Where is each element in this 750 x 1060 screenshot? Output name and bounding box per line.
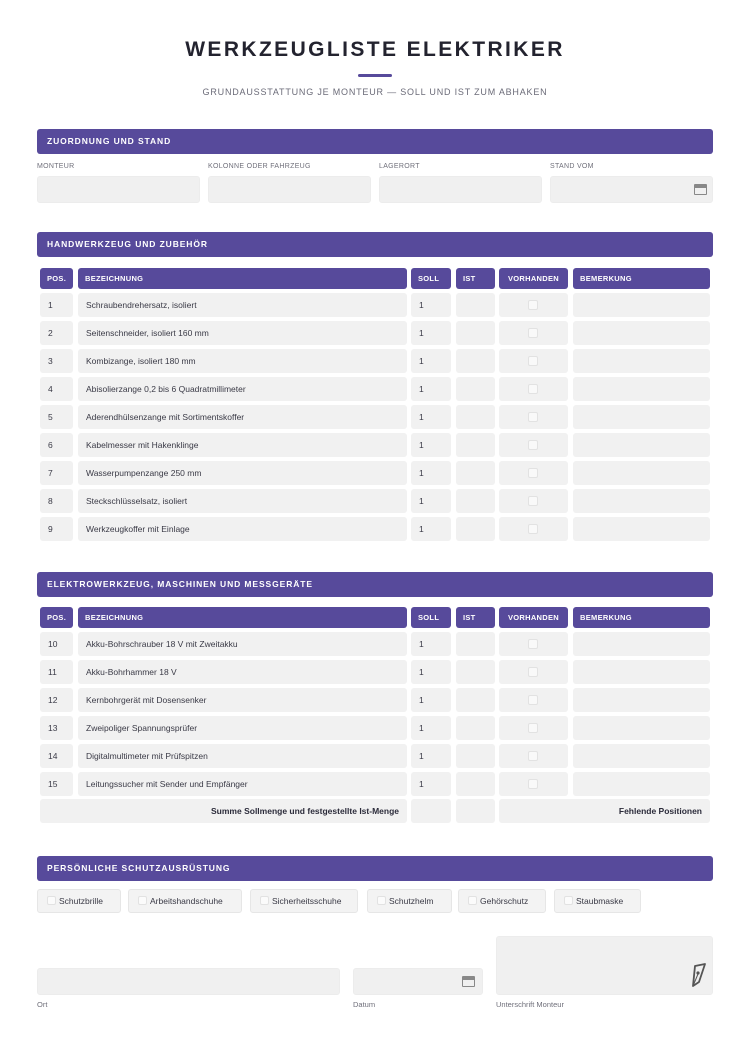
column-header-soll: SOLL <box>411 607 451 628</box>
lagerort-field[interactable] <box>379 176 542 203</box>
ppe-item[interactable] <box>250 889 358 913</box>
column-header-ist: IST <box>456 268 495 289</box>
stand-vom-label: STAND VOM <box>550 163 594 170</box>
cell-vorhanden <box>499 349 568 373</box>
cell-ist[interactable] <box>456 405 495 429</box>
vorhanden-checkbox[interactable] <box>528 468 538 478</box>
cell-vorhanden <box>499 688 568 712</box>
cell-soll: 1 <box>411 688 451 712</box>
cell-ist[interactable] <box>456 433 495 457</box>
cell-pos: 8 <box>40 489 73 513</box>
cell-name: Kabelmesser mit Hakenklinge <box>78 433 407 457</box>
cell-vorhanden <box>499 772 568 796</box>
cell-ist[interactable] <box>456 349 495 373</box>
column-header-pos: POS. <box>40 268 73 289</box>
cell-bemerkung[interactable] <box>573 293 710 317</box>
vorhanden-checkbox[interactable] <box>528 723 538 733</box>
cell-ist[interactable] <box>456 461 495 485</box>
cell-name: Schraubendrehersatz, isoliert <box>78 293 407 317</box>
cell-vorhanden <box>499 405 568 429</box>
cell-vorhanden <box>499 632 568 656</box>
ppe-item-label: Schutzbrille <box>59 896 103 906</box>
cell-bemerkung[interactable] <box>573 688 710 712</box>
ppe-item-label: Staubmaske <box>576 896 624 906</box>
cell-soll: 1 <box>411 349 451 373</box>
cell-vorhanden <box>499 489 568 513</box>
signature-field[interactable] <box>496 936 713 995</box>
ppe-item[interactable] <box>458 889 546 913</box>
cell-ist[interactable] <box>456 772 495 796</box>
cell-name: Aderendhülsenzange mit Sortimentskoffer <box>78 405 407 429</box>
vorhanden-checkbox[interactable] <box>528 695 538 705</box>
vorhanden-checkbox[interactable] <box>528 384 538 394</box>
cell-name: Wasserpumpenzange 250 mm <box>78 461 407 485</box>
ppe-item[interactable] <box>367 889 452 913</box>
cell-soll: 1 <box>411 517 451 541</box>
cell-bemerkung[interactable] <box>573 489 710 513</box>
cell-vorhanden <box>499 321 568 345</box>
cell-bemerkung[interactable] <box>573 660 710 684</box>
cell-vorhanden <box>499 744 568 768</box>
kolonne-field[interactable] <box>208 176 371 203</box>
page-title: WERKZEUGLISTE ELEKTRIKER <box>185 38 565 61</box>
cell-ist[interactable] <box>456 489 495 513</box>
cell-pos: 15 <box>40 772 73 796</box>
cell-ist[interactable] <box>456 377 495 401</box>
cell-soll: 1 <box>411 377 451 401</box>
ppe-checkbox[interactable] <box>564 896 573 905</box>
vorhanden-checkbox[interactable] <box>528 440 538 450</box>
vorhanden-checkbox[interactable] <box>528 328 538 338</box>
cell-bemerkung[interactable] <box>573 349 710 373</box>
cell-pos: 6 <box>40 433 73 457</box>
cell-ist[interactable] <box>456 517 495 541</box>
cell-vorhanden <box>499 433 568 457</box>
cell-soll: 1 <box>411 321 451 345</box>
cell-bemerkung[interactable] <box>573 377 710 401</box>
column-header-vorhanden: VORHANDEN <box>499 268 568 289</box>
ppe-checkbox[interactable] <box>260 896 269 905</box>
column-header-pos: POS. <box>40 607 73 628</box>
kolonne-label: KOLONNE ODER FAHRZEUG <box>208 163 311 170</box>
cell-soll: 1 <box>411 744 451 768</box>
cell-pos: 11 <box>40 660 73 684</box>
cell-pos: 4 <box>40 377 73 401</box>
cell-soll: 1 <box>411 405 451 429</box>
cell-bemerkung[interactable] <box>573 405 710 429</box>
column-header-name: BEZEICHNUNG <box>78 268 407 289</box>
cell-bemerkung[interactable] <box>573 632 710 656</box>
missing-positions-label: Fehlende Positionen <box>499 799 710 823</box>
cell-pos: 5 <box>40 405 73 429</box>
cell-vorhanden <box>499 716 568 740</box>
vorhanden-checkbox[interactable] <box>528 779 538 789</box>
title-underline <box>358 74 392 77</box>
cell-soll: 1 <box>411 489 451 513</box>
cell-vorhanden <box>499 461 568 485</box>
cell-vorhanden <box>499 660 568 684</box>
cell-name: Seitenschneider, isoliert 160 mm <box>78 321 407 345</box>
cell-name: Akku-Bohrschrauber 18 V mit Zweitakku <box>78 632 407 656</box>
cell-soll: 1 <box>411 293 451 317</box>
vorhanden-checkbox[interactable] <box>528 751 538 761</box>
cell-name: Kernbohrgerät mit Dosensenker <box>78 688 407 712</box>
date-label: Datum <box>353 1000 376 1009</box>
cell-name: Akku-Bohrhammer 18 V <box>78 660 407 684</box>
cell-pos: 1 <box>40 293 73 317</box>
cell-soll: 1 <box>411 433 451 457</box>
ppe-item-label: Arbeitshandschuhe <box>150 896 223 906</box>
stand-vom-date-field[interactable] <box>550 176 713 203</box>
ppe-item[interactable] <box>554 889 641 913</box>
signature-label: Unterschrift Monteur <box>496 1000 564 1009</box>
calendar-icon[interactable] <box>462 976 475 987</box>
cell-soll: 1 <box>411 632 451 656</box>
column-header-bemerkung: BEMERKUNG <box>573 607 710 628</box>
vorhanden-checkbox[interactable] <box>528 300 538 310</box>
pen-nib-icon <box>690 962 708 988</box>
cell-pos: 13 <box>40 716 73 740</box>
section-hand-tools-header: HANDWERKZEUG UND ZUBEHÖR <box>37 232 713 257</box>
cell-soll: 1 <box>411 461 451 485</box>
column-header-soll: SOLL <box>411 268 451 289</box>
cell-bemerkung[interactable] <box>573 433 710 457</box>
cell-soll: 1 <box>411 772 451 796</box>
ppe-checkbox[interactable] <box>47 896 56 905</box>
cell-bemerkung[interactable] <box>573 772 710 796</box>
cell-ist[interactable] <box>456 716 495 740</box>
cell-name: Zweipoliger Spannungsprüfer <box>78 716 407 740</box>
cell-name: Steckschlüsselsatz, isoliert <box>78 489 407 513</box>
place-label: Ort <box>37 1000 48 1009</box>
cell-soll: 1 <box>411 660 451 684</box>
column-header-name: BEZEICHNUNG <box>78 607 407 628</box>
cell-pos: 12 <box>40 688 73 712</box>
vorhanden-checkbox[interactable] <box>528 639 538 649</box>
monteur-field[interactable] <box>37 176 200 203</box>
ppe-item[interactable] <box>128 889 242 913</box>
vorhanden-checkbox[interactable] <box>528 667 538 677</box>
ppe-item-label: Schutzhelm <box>389 896 434 906</box>
column-header-bemerkung: BEMERKUNG <box>573 268 710 289</box>
cell-ist[interactable] <box>456 688 495 712</box>
cell-bemerkung[interactable] <box>573 461 710 485</box>
vorhanden-checkbox[interactable] <box>528 356 538 366</box>
cell-pos: 10 <box>40 632 73 656</box>
cell-pos: 14 <box>40 744 73 768</box>
cell-soll: 1 <box>411 716 451 740</box>
cell-name: Digitalmultimeter mit Prüfspitzen <box>78 744 407 768</box>
cell-vorhanden <box>499 517 568 541</box>
cell-pos: 9 <box>40 517 73 541</box>
cell-pos: 3 <box>40 349 73 373</box>
vorhanden-checkbox[interactable] <box>528 412 538 422</box>
vorhanden-checkbox[interactable] <box>528 524 538 534</box>
section-power-tools-header: ELEKTROWERKZEUG, MASCHINEN UND MESSGERÄTE <box>37 572 713 597</box>
cell-bemerkung[interactable] <box>573 517 710 541</box>
place-field[interactable] <box>37 968 340 995</box>
cell-ist[interactable] <box>456 632 495 656</box>
cell-name: Kombizange, isoliert 180 mm <box>78 349 407 373</box>
lagerort-label: LAGERORT <box>379 163 420 170</box>
ppe-item-label: Sicherheitsschuhe <box>272 896 342 906</box>
cell-pos: 7 <box>40 461 73 485</box>
cell-bemerkung[interactable] <box>573 744 710 768</box>
cell-pos: 2 <box>40 321 73 345</box>
cell-name: Werkzeugkoffer mit Einlage <box>78 517 407 541</box>
cell-ist[interactable] <box>456 293 495 317</box>
ppe-item[interactable] <box>37 889 121 913</box>
vorhanden-checkbox[interactable] <box>528 496 538 506</box>
section-assignment-header: ZUORDNUNG UND STAND <box>37 129 713 154</box>
cell-ist[interactable] <box>456 660 495 684</box>
cell-bemerkung[interactable] <box>573 321 710 345</box>
page-subtitle: GRUNDAUSSTATTUNG JE MONTEUR — SOLL UND IST ZUM ABHAKEN <box>202 87 548 97</box>
cell-name: Abisolierzange 0,2 bis 6 Quadratmillimeter <box>78 377 407 401</box>
sum-label: Summe Sollmenge und festgestellte Ist-Menge <box>40 799 407 823</box>
cell-name: Leitungssucher mit Sender und Empfänger <box>78 772 407 796</box>
cell-bemerkung[interactable] <box>573 716 710 740</box>
ppe-checkbox[interactable] <box>138 896 147 905</box>
cell-vorhanden <box>499 377 568 401</box>
ppe-checkbox[interactable] <box>468 896 477 905</box>
ppe-item-label: Gehörschutz <box>480 896 529 906</box>
ppe-checkbox[interactable] <box>377 896 386 905</box>
monteur-label: MONTEUR <box>37 163 75 170</box>
column-header-vorhanden: VORHANDEN <box>499 607 568 628</box>
section-ppe-header: PERSÖNLICHE SCHUTZAUSRÜSTUNG <box>37 856 713 881</box>
calendar-icon[interactable] <box>694 184 707 195</box>
sum-soll-cell[interactable] <box>411 799 451 823</box>
cell-ist[interactable] <box>456 744 495 768</box>
sum-ist-cell[interactable] <box>456 799 495 823</box>
cell-vorhanden <box>499 293 568 317</box>
column-header-ist: IST <box>456 607 495 628</box>
date-field[interactable] <box>353 968 483 995</box>
cell-ist[interactable] <box>456 321 495 345</box>
